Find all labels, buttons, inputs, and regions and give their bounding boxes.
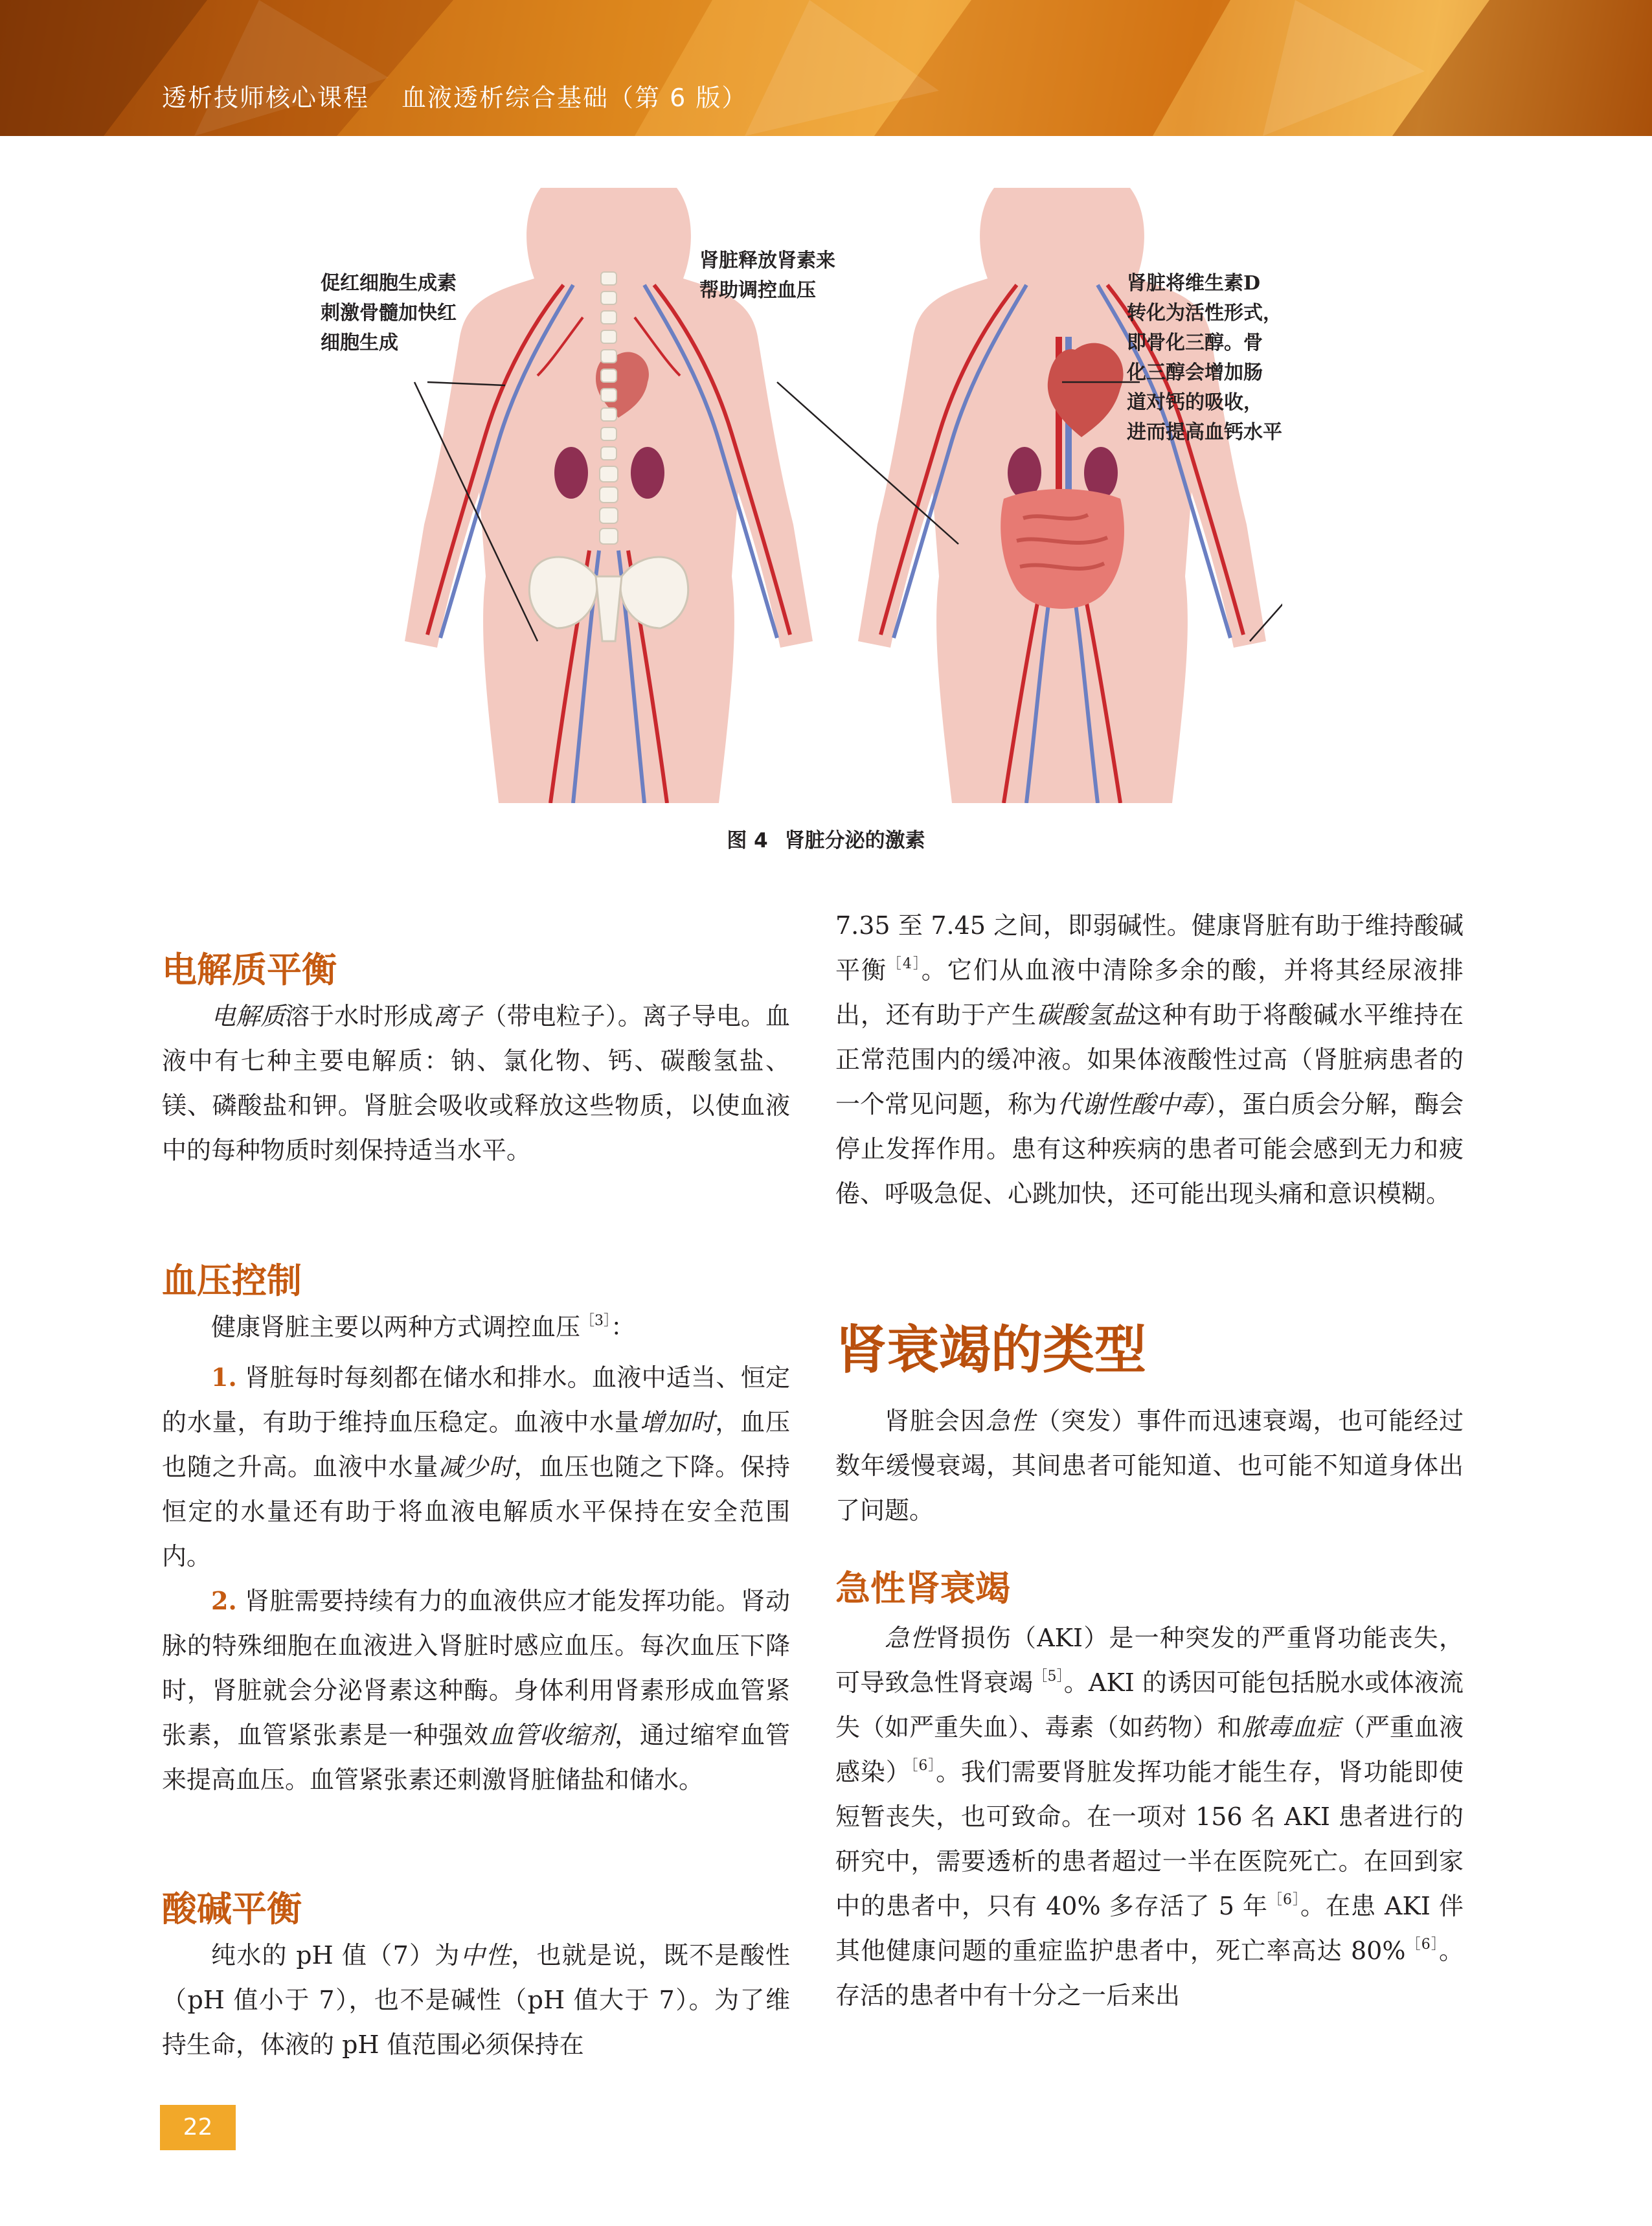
paragraph-bp-point-1: 1. 肾脏每时每刻都在储水和排水。血液中适当、恒定的水量，有助于维持血压稳定。血液中水量增加时，血压也随之升高。血液中水量减少时，血压也随之下降。保持恒定的水量还有助于将血液电解质水平保持在安全范围内。 [162,1363,790,1571]
kidney-hormones-figure [321,188,1282,803]
heading-acid-base: 酸碱平衡 [162,1889,302,1929]
figure-caption-text: 肾脏分泌的激素 [784,829,925,852]
figure-caption [0,824,1652,853]
header-decoration [0,0,1652,136]
page-header [0,0,1652,136]
figure-number: 图 4 [727,829,768,852]
paragraph-acute: 急性肾损伤（AKI）是一种突发的严重肾功能丧失，可导致急性肾衰竭$^{[5]}$。AKI 的诱因可能包括脱水或体液流失（如严重失血）、毒素（如药物）和脓毒血症（严重血液感染）$^{[6]}$。我们需要肾脏发挥功能才能生存，肾功能即使短暂丧失，也可致命。在一项对 156 名 AKI 患者进行的研究中，需要透析的患者超过一半在医院死亡。在回到家中的患者中，只有 40% 多存活了 5 年$^{[6]}$。在患 AKI 伴其他健康问题的重症监护患者中，死亡率高达 80%$^{[6]}$。存活的患者中有十分之一后来出 [835,1624,1464,2010]
paragraph-electrolyte: 电解质溶于水时形成离子（带电粒子）。离子导电。血液中有七种主要电解质：钠、氯化物、钙、碳酸氢盐、镁、磷酸盐和钾。肾脏会吸收或释放这些物质，以使血液中的每种物质时刻保持适当水平。 [162,1002,790,1164]
page-number: 22 [160,2105,236,2150]
heading-acute-failure: 急性肾衰竭 [835,1568,1010,1609]
heading-kidney-failure-types: 肾衰竭的类型 [835,1320,1146,1380]
series-title: 透析技师核心课程 [162,84,370,112]
paragraph-bp-point-2: 2. 肾脏需要持续有力的血液供应才能发挥功能。肾动脉的特殊细胞在血液进入肾脏时感应血压。每次血压下降时，肾脏就会分泌肾素这种酶。身体利用肾素形成血管紧张素，血管紧张素是一种强效血管收缩剂，通过缩窄血管来提高血压。血管紧张素还刺激肾脏储盐和储水。 [162,1586,790,1794]
heading-blood-pressure: 血压控制 [162,1260,302,1301]
running-header [162,78,747,113]
paragraph-bp-intro: 健康肾脏主要以两种方式调控血压$^{[3]}$： [211,1313,636,1341]
paragraph-types: 肾脏会因急性（突发）事件而迅速衰竭，也可能经过数年缓慢衰竭，其间患者可能知道、也可能不知道身体出了问题。 [835,1407,1464,1525]
callout-vitamin-d: 肾脏将维生素D 转化为活性形式， 即骨化三醇。骨 化三醇会增加肠 道对钙的吸收， 进而提高血钙水平 [1127,272,1282,444]
callout-renin: 肾脏释放肾素来 帮助调控血压 [699,249,835,302]
paragraph-acid-base-2: 7.35 至 7.45 之间，即弱碱性。健康肾脏有助于维持酸碱平衡$^{[4]}$。它们从血液中清除多余的酸，并将其经尿液排出，还有助于产生碳酸氢盐这种有助于将酸碱水平维持在正常范围内的缓冲液。如果体液酸性过高（肾脏病患者的一个常见问题，称为代谢性酸中毒），蛋白质会分解，酶会停止发挥作用。患有这种疾病的患者可能会感到无力和疲倦、呼吸急促、心跳加快，还可能出现头痛和意识模糊。 [835,911,1464,1208]
book-title: 血液透析综合基础（第 6 版） [402,84,748,112]
paragraph-acid-base-1: 纯水的 pH 值（7）为中性，也就是说，既不是酸性（pH 值小于 7），也不是碱性（pH 值大于 7）。为了维持生命，体液的 pH 值范围必须保持在 [162,1941,790,2059]
callout-epo: 促红细胞生成素 刺激骨髓加快红 细胞生成 [321,272,457,354]
heading-electrolyte: 电解质平衡 [162,949,337,990]
